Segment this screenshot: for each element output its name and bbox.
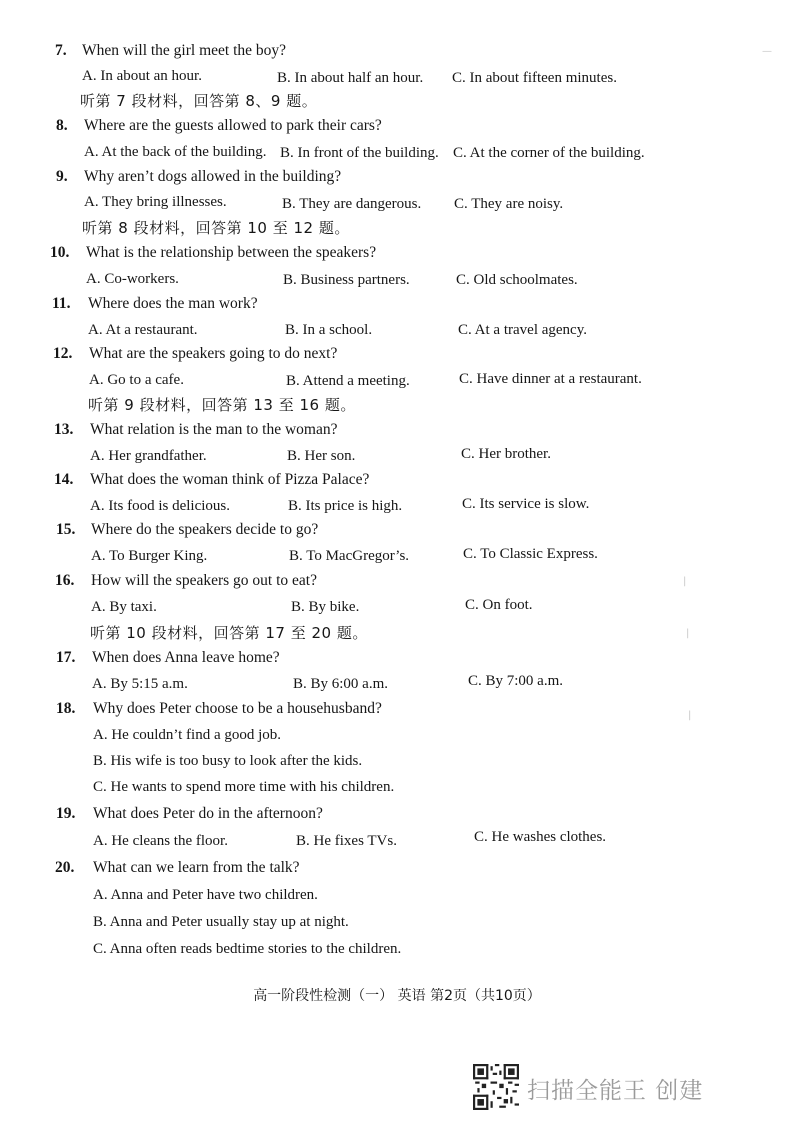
question-text: Where does the man work? [88,295,258,312]
option-b: B. Her son. [287,448,356,464]
option-b: B. By bike. [291,599,360,615]
question-text: How will the speakers go out to eat? [91,572,317,589]
question-number: 11. [52,295,71,312]
scanner-watermark [473,1062,723,1114]
option-a: A. At a restaurant. [88,322,198,338]
question-number: 9. [56,168,68,185]
question-number: 17. [56,649,76,666]
option-b: B. They are dangerous. [282,196,422,212]
question-number: 10. [50,244,70,261]
question-number: 12. [53,345,73,362]
option-b: B. His wife is too busy to look after the kids. [93,753,363,769]
question-text: What are the speakers going to do next? [89,345,338,362]
option-a: A. By taxi. [91,599,157,615]
option-a: A. By 5:15 a.m. [92,676,188,692]
option-a: A. They bring illnesses. [84,194,227,210]
option-b: B. Its price is high. [288,498,403,514]
option-c: C. At the corner of the building. [453,145,645,161]
page-footer: 高一阶段性检测（一） 英语 第2页（共10页） [253,988,541,1004]
option-c: C. He wants to spend more time with his children. [93,779,395,795]
option-c: C. Anna often reads bedtime stories to the children. [93,941,402,957]
scan-speck: | [683,576,687,587]
question-text: What can we learn from the talk? [93,859,300,876]
option-c: C. On foot. [465,597,533,613]
scan-speck: | [688,710,692,721]
option-a: A. Her grandfather. [90,448,207,464]
section-instruction: 听第 10 段材料，回答第 17 至 20 题。 [90,624,368,642]
option-a: A. Go to a cafe. [89,372,184,388]
option-a: A. He cleans the floor. [93,833,228,849]
option-c: C. Its service is slow. [462,496,590,512]
option-c: C. Her brother. [461,446,551,462]
question-number: 7. [55,42,67,59]
option-a: A. Anna and Peter have two children. [93,887,318,903]
watermark-text: 扫描全能王 创建 [527,1078,704,1104]
option-b: B. Business partners. [283,272,410,288]
question-text: When will the girl meet the boy? [82,42,287,59]
option-b: B. In a school. [285,322,373,338]
question-text: Why does Peter choose to be a househusband? [93,700,382,717]
option-c: C. In about fifteen minutes. [452,70,617,86]
question-text: When does Anna leave home? [92,649,280,666]
option-b: B. By 6:00 a.m. [293,676,389,692]
option-b: B. In about half an hour. [277,70,424,86]
option-a: A. Its food is delicious. [90,498,230,514]
option-b: B. Anna and Peter usually stay up at night. [93,914,349,930]
question-number: 20. [55,859,75,876]
question-number: 19. [56,805,76,822]
option-a: A. In about an hour. [82,68,202,84]
option-c: C. They are noisy. [454,196,564,212]
option-c: C. He washes clothes. [474,829,607,845]
scan-speck: — [762,46,772,57]
option-b: B. To MacGregor’s. [289,548,410,564]
question-number: 16. [55,572,75,589]
option-b: B. Attend a meeting. [286,373,410,389]
question-number: 15. [56,521,76,538]
scan-speck: | [686,628,690,639]
question-text: What does the woman think of Pizza Palace? [90,471,370,488]
section-instruction: 听第 9 段材料，回答第 13 至 16 题。 [88,396,356,414]
option-a: A. At the back of the building. [84,144,267,160]
option-b: B. In front of the building. [280,145,439,161]
option-a: A. He couldn’t find a good job. [93,727,282,743]
option-c: C. By 7:00 a.m. [468,673,564,689]
question-text: Where are the guests allowed to park their cars? [84,117,382,134]
question-number: 14. [54,471,74,488]
option-c: C. At a travel agency. [458,322,587,338]
qr-code-icon [473,1064,519,1110]
section-instruction: 听第 7 段材料，回答第 8、9 题。 [80,92,318,110]
option-c: C. Have dinner at a restaurant. [459,371,642,387]
option-b: B. He fixes TVs. [296,833,397,849]
option-c: C. To Classic Express. [463,546,598,562]
option-c: C. Old schoolmates. [456,272,578,288]
option-a: A. To Burger King. [91,548,208,564]
question-text: What is the relationship between the speakers? [86,244,377,261]
question-text: Where do the speakers decide to go? [91,521,319,538]
question-number: 13. [54,421,74,438]
question-number: 18. [56,700,76,717]
question-number: 8. [56,117,68,134]
question-text: What relation is the man to the woman? [90,421,338,438]
section-instruction: 听第 8 段材料，回答第 10 至 12 题。 [82,219,350,237]
option-a: A. Co-workers. [86,271,179,287]
question-text: What does Peter do in the afternoon? [93,805,323,822]
question-text: Why aren’t dogs allowed in the building? [84,168,342,185]
